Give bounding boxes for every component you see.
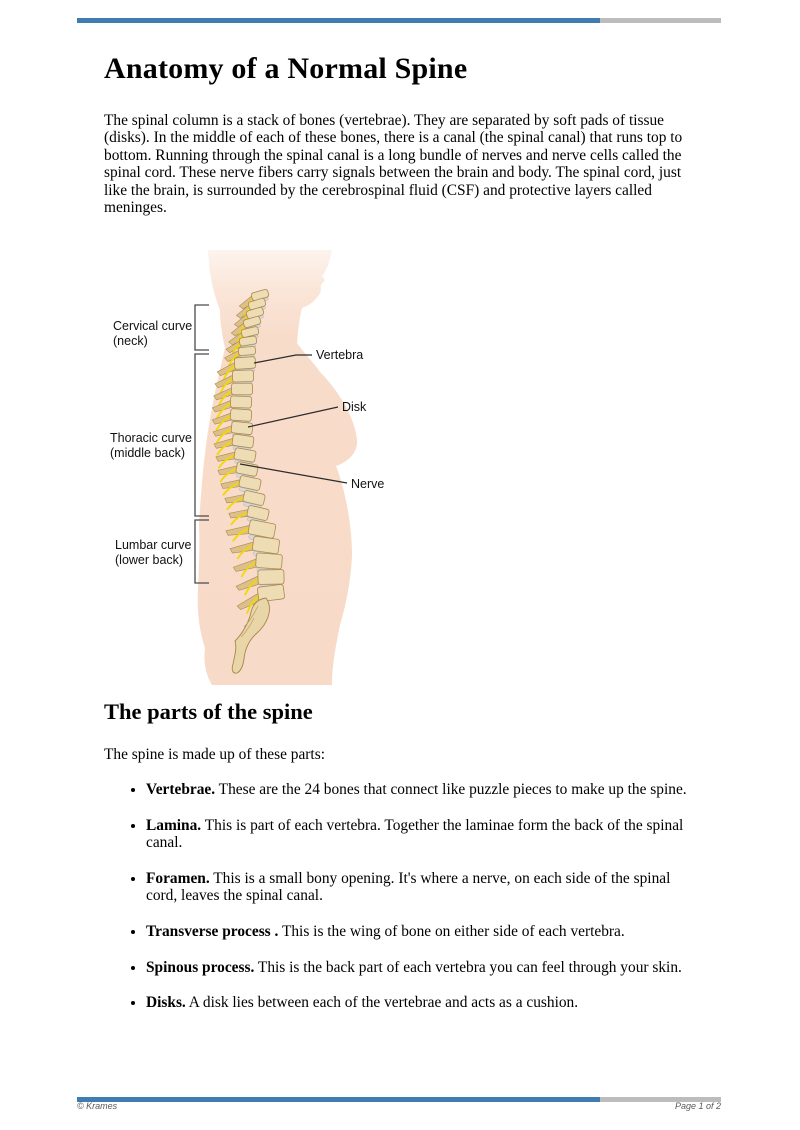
term-disks: Disks. xyxy=(146,994,186,1012)
term-vertebrae: Vertebrae. xyxy=(146,781,216,798)
cervical-curve-label-line2: (neck) xyxy=(113,334,148,348)
section-heading: The parts of the spine xyxy=(104,699,313,724)
header-bar-gray-segment xyxy=(600,18,721,23)
list-item-transverse-process xyxy=(146,923,704,941)
header-accent-bar xyxy=(77,18,721,23)
desc-transverse-process: This is the wing of bone on either side of each vertebra. xyxy=(281,922,625,940)
cervical-curve-label-line1: Cervical curve xyxy=(113,319,193,333)
page-title: Anatomy of a Normal Spine xyxy=(104,52,468,85)
vertebra-label: Vertebra xyxy=(316,348,364,362)
desc-foramen: This is a small bony opening. It's where a nerve, on each side of the spinal cord, leaves the spinal canal. xyxy=(146,869,671,905)
thoracic-curve-label-line1: Thoracic curve xyxy=(110,431,192,445)
term-lamina: Lamina. xyxy=(146,816,202,834)
list-item-foramen xyxy=(146,870,704,905)
desc-spinous-process: This is the back part of each vertebra you can feel through your skin. xyxy=(257,958,682,976)
desc-vertebrae: These are the 24 bones that connect like puzzle pieces to make up the spine. xyxy=(218,781,687,798)
header-bar-blue-segment xyxy=(77,18,600,23)
body-silhouette xyxy=(198,250,357,685)
desc-lamina: This is part of each vertebra. Together the laminae form the back of the spinal canal. xyxy=(146,816,684,852)
disk-label: Disk xyxy=(342,400,367,414)
thoracic-curve-label-line2: (middle back) xyxy=(110,446,186,460)
list-item-lamina xyxy=(146,817,704,852)
list-item-vertebrae xyxy=(146,781,704,799)
list-item-spinous-process xyxy=(146,959,704,977)
term-transverse-process: Transverse process . xyxy=(146,922,279,940)
footer-copyright: © Krames xyxy=(77,1101,118,1111)
spine-illustration xyxy=(108,250,398,685)
spine-parts-list xyxy=(104,781,704,1030)
cervical-bracket xyxy=(195,305,209,350)
spine-anatomy-figure xyxy=(108,250,398,685)
footer-page-number: Page 1 of 2 xyxy=(674,1101,721,1111)
section-lead: The spine is made up of these parts: xyxy=(104,746,325,763)
lumbar-curve-label-line1: Lumbar curve xyxy=(115,538,192,552)
term-foramen: Foramen. xyxy=(146,869,210,887)
term-spinous-process: Spinous process. xyxy=(146,958,255,976)
nerve-label: Nerve xyxy=(351,477,385,491)
list-item-disks xyxy=(146,994,704,1012)
lumbar-curve-label-line2: (lower back) xyxy=(115,553,184,567)
intro-paragraph: The spinal column is a stack of bones (vertebrae). They are separated by soft pads of tissue (disks). In the middle of each of these bones, there is a canal (the spinal canal) that runs top to bottom. Running through the spinal canal is a long bundle of nerves and nerve cells called the spinal cord. These nerve fibers carry signals between the brain and body. The spinal cord, just like the brain, is surrounded by the cerebrospinal fluid (CSF) and protective layers called meninges. xyxy=(104,112,683,217)
footer xyxy=(77,1101,721,1111)
desc-disks: A disk lies between each of the vertebrae and acts as a cushion. xyxy=(188,994,579,1012)
